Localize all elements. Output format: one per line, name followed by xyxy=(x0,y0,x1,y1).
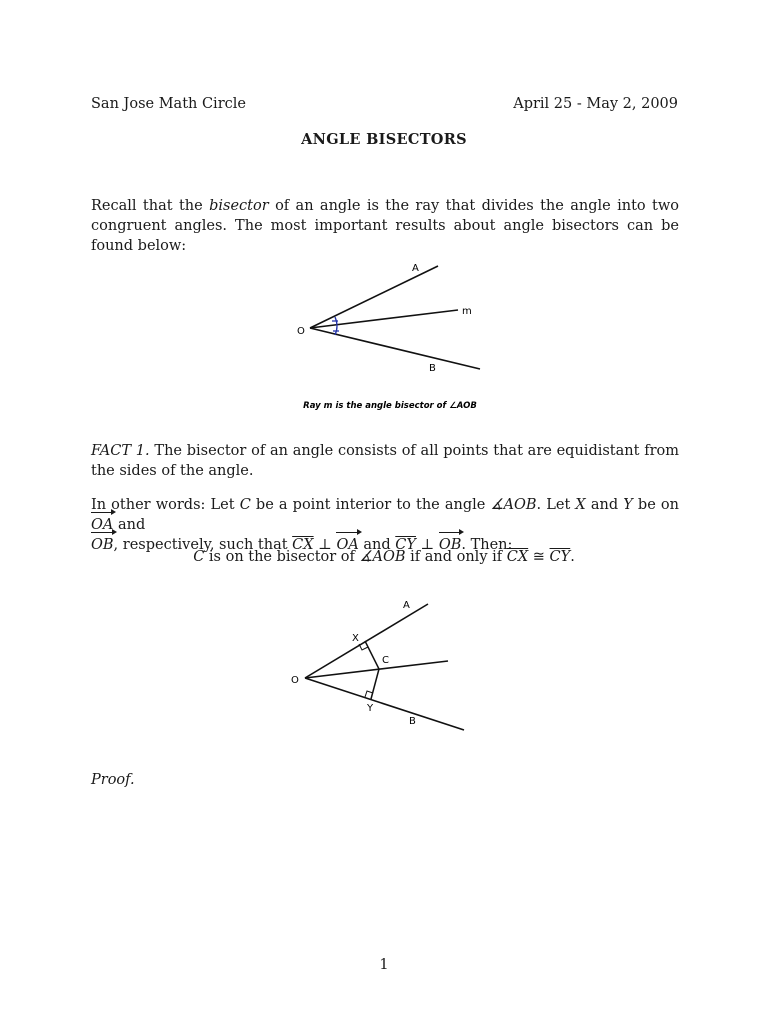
vector-ob-2: OB xyxy=(438,537,462,553)
label-c: C xyxy=(382,655,389,666)
segment-cy xyxy=(371,669,379,699)
ray-m xyxy=(310,310,458,328)
proof-label: Proof. xyxy=(91,772,135,788)
other-words-paragraph: In other words: Let C be a point interior to the angle ∡AOB. Let X and Y be on OA and OB, respectively, such that $\overline{CX}$ ⊥ OA and $\overline{CY}$ ⊥ OB. Then: xyxy=(91,497,679,553)
figure-equidistant xyxy=(285,590,485,755)
label-y: Y xyxy=(367,703,374,714)
ray-ob xyxy=(305,678,464,730)
label-x: X xyxy=(352,633,359,644)
vector-ob: OB xyxy=(91,537,114,553)
theorem-segment-cy: $\overline{CY}$ xyxy=(549,549,571,565)
fact-label: FACT 1. xyxy=(91,443,150,459)
theorem-statement: C is on the bisector of ∡AOB if and only if $\overline{CX}$ ≅ $\overline{CY}$. xyxy=(193,549,575,565)
segment-cy: $\overline{CY}$ xyxy=(395,537,416,553)
page-title: ANGLE BISECTORS xyxy=(301,131,467,148)
label-a: A xyxy=(403,600,410,611)
label-m: m xyxy=(462,306,472,317)
segment-cx xyxy=(365,641,379,669)
theorem-segment-cx: $\overline{CX}$ xyxy=(506,549,529,565)
ray-oa xyxy=(305,604,428,678)
segment-cx: $\overline{CX}$ xyxy=(292,537,314,553)
label-a: A xyxy=(412,263,419,274)
header-left: San Jose Math Circle xyxy=(91,96,246,112)
label-b: B xyxy=(409,716,416,727)
label-b: B xyxy=(429,363,436,374)
page-number: 1 xyxy=(379,957,389,973)
vector-oa-2: OA xyxy=(336,537,359,553)
fact-1 xyxy=(91,441,679,481)
label-o: O xyxy=(297,326,305,337)
header-right: April 25 - May 2, 2009 xyxy=(513,96,678,112)
label-o: O xyxy=(291,675,299,686)
fact-text: The bisector of an angle consists of all points that are equidistant from the sides of the angle. xyxy=(91,443,679,479)
figure-angle-bisector xyxy=(275,250,495,420)
ray-oa xyxy=(310,266,438,328)
intro-term: bisector xyxy=(209,198,269,214)
intro-text-1: Recall that the xyxy=(91,198,210,214)
intro-text-2: of an angle is the ray that divides the angle into two congruent angles. The most important results about angle bisectors can be found below: xyxy=(91,198,679,254)
angle-arc xyxy=(335,317,337,335)
intro-paragraph xyxy=(91,196,679,256)
figure-caption: Ray m is the angle bisector of ∠AOB xyxy=(303,401,477,411)
vector-oa: OA xyxy=(91,517,114,533)
